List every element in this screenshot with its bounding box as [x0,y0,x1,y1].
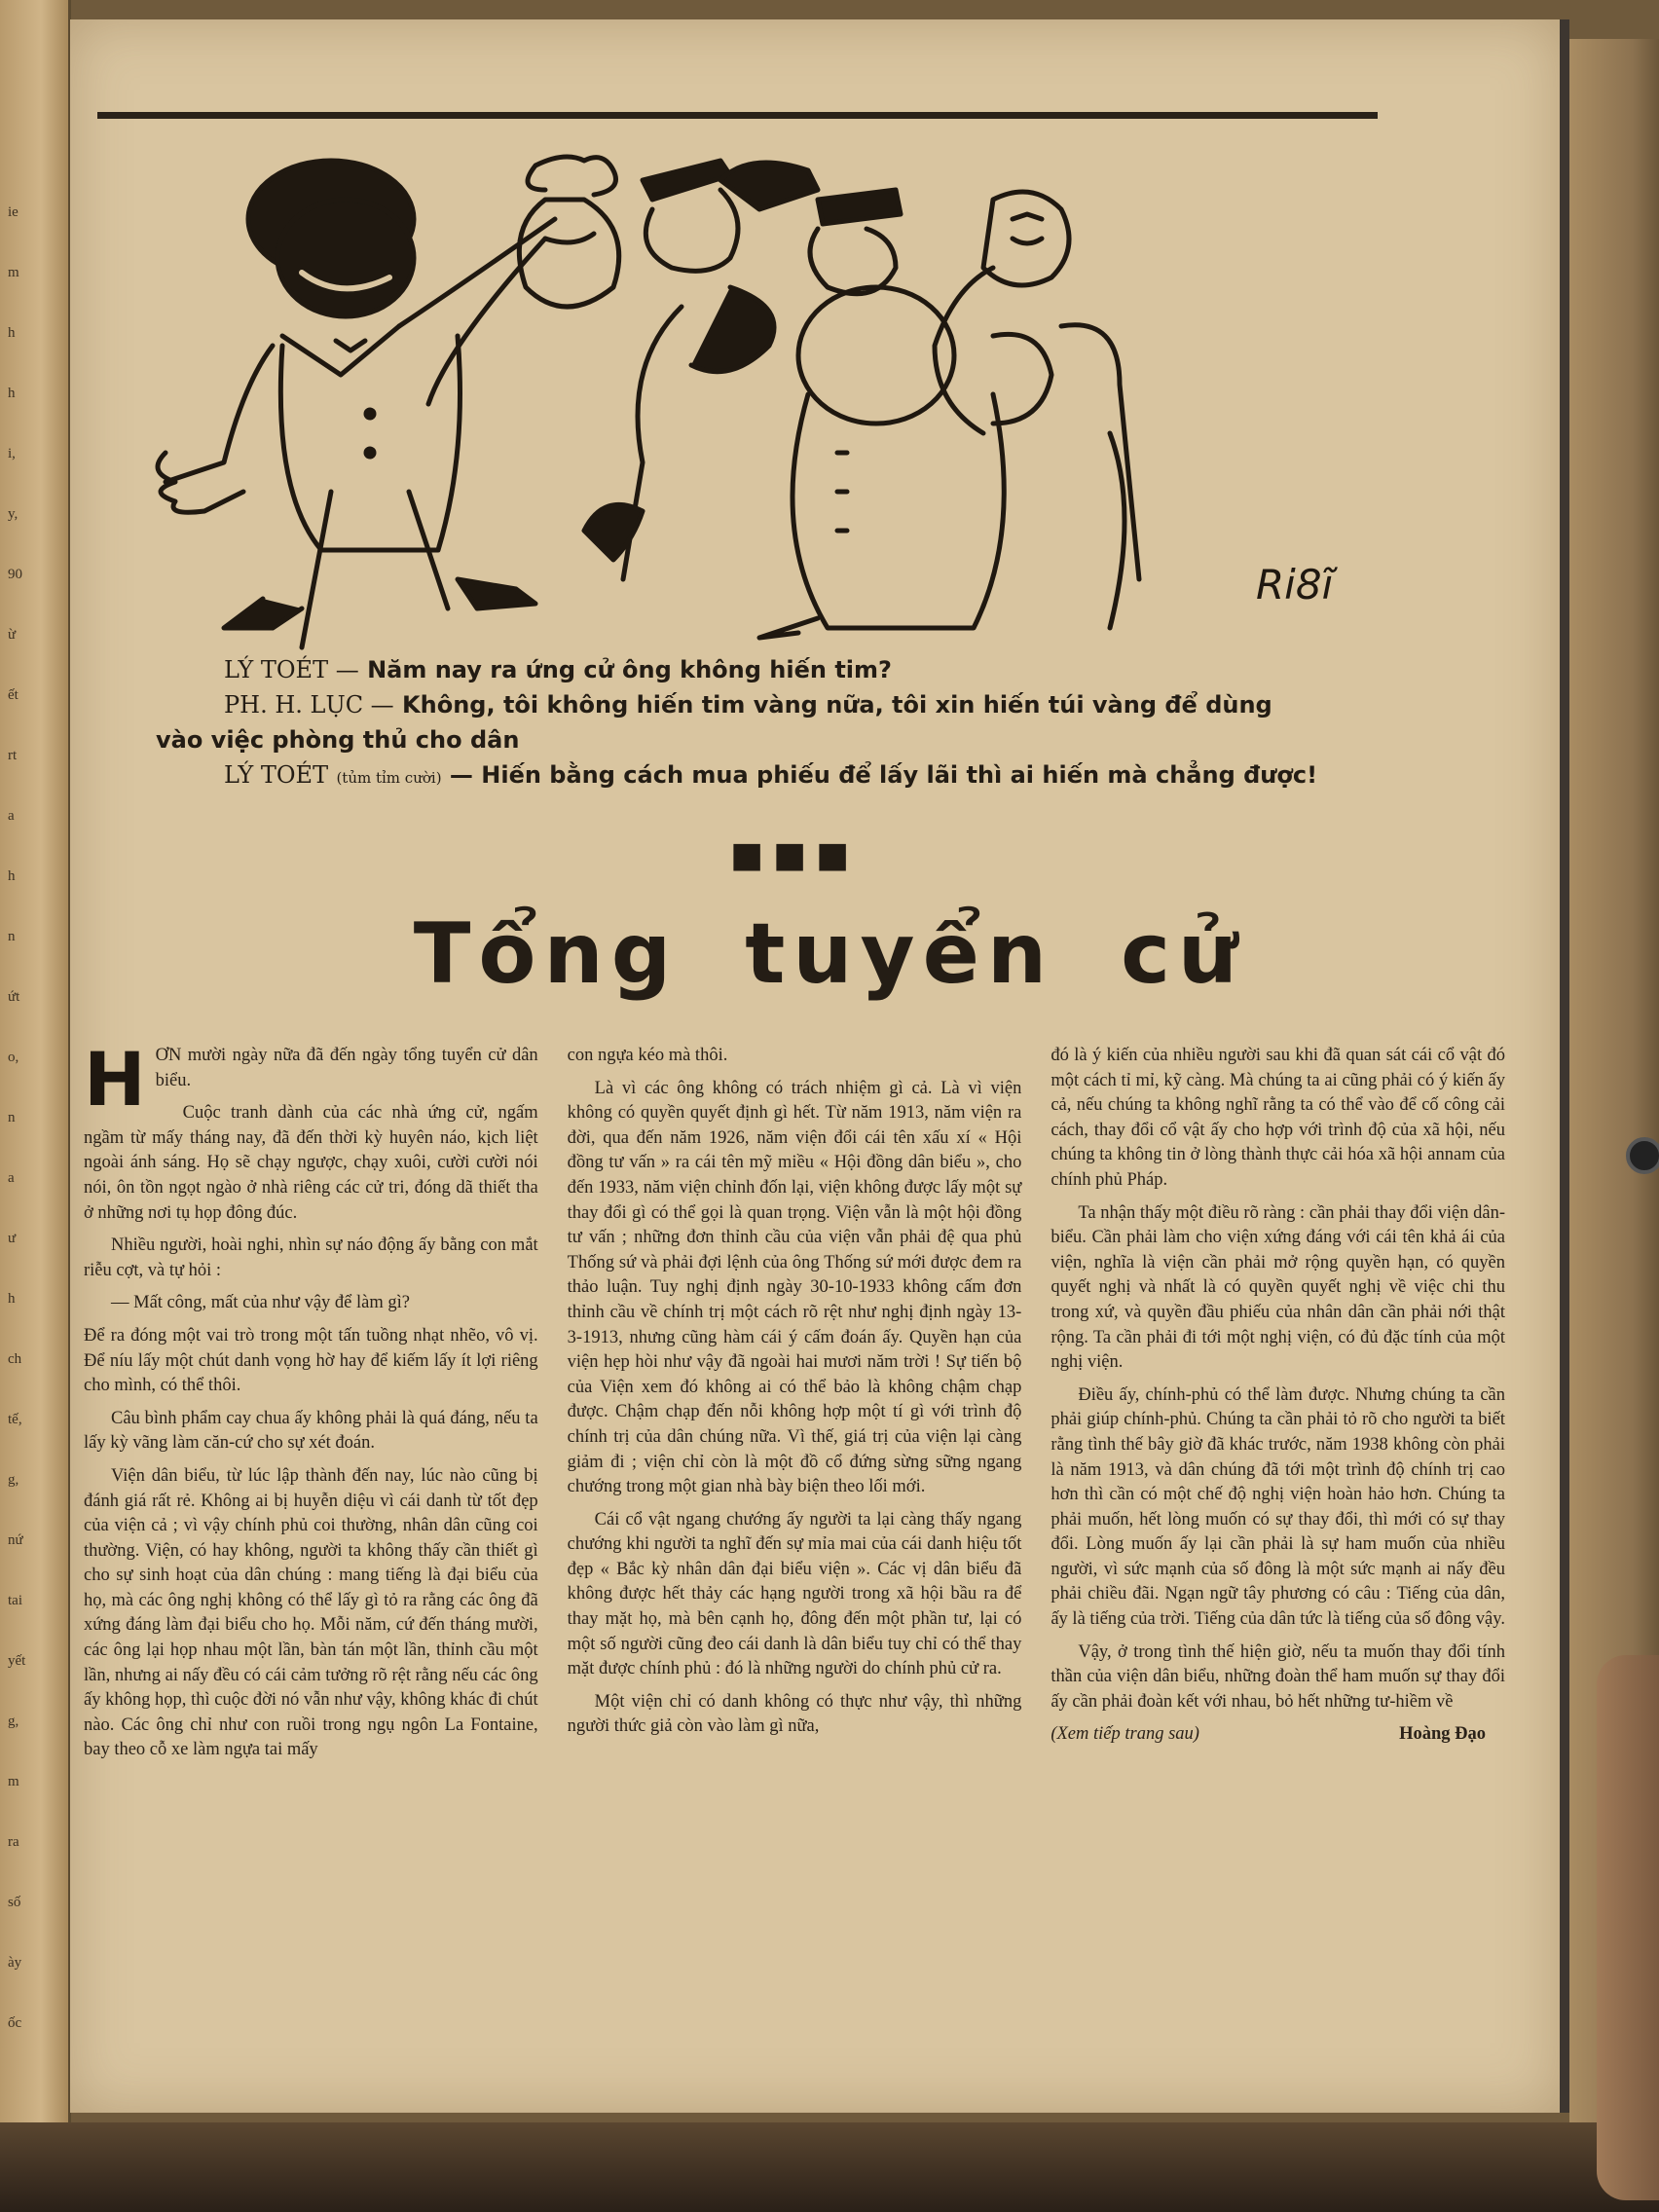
paragraph: Điều ấy, chính-phủ có thể làm được. Nhưng chúng ta cần phải giúp chính-phủ. Chúng ta cần phải tỏ rõ cho người ta biết rằng tình thế bây giờ đã khác trước, năm 1938 không còn phải là năm 1913, và dân chúng đã tới một trình độ chính trị cao hơn thì cần có một chế độ nghị viện hoàn hảo hơn. Chúng ta phải muốn, hết lòng muốn có sự thay đổi, thì mới có sự thay đổi. Lòng muốn ấy lại cần phải là sự ham muốn của nhiều người, vì sức mạnh của số đông là một sức mạnh ai nấy đều phải chiều đãi. Ngạn ngữ tây phương có câu : Tiếng của dân, ấy là tiếng của trời. Tiếng của dân tức là tiếng của số đông vậy. [1051,1384,1506,1630]
left-page-fragment: số [8,1895,21,1910]
cartoon-caption [88,652,1451,795]
continued-note: (Xem tiếp trang sau) [1051,1724,1199,1745]
caption-line-1 [224,652,1451,687]
cartoon-illustration [136,141,1431,657]
left-page-fragment: a [8,1170,15,1186]
artist-signature: Ri8ĩ [1256,561,1334,608]
article-signoff [1051,1722,1505,1748]
left-page-fragment: ốc [8,2015,22,2031]
left-page-fragment: tế, [8,1412,22,1427]
paragraph: đó là ý kiến của nhiều người sau khi đã quan sát cái cổ vật đó một cách tỉ mỉ, kỹ càng. Mà chúng ta ai cũng phải có ý kiến ấy cả, nếu chúng ta không nghĩ rằng ta có thể vào để cố công cải cách, thay đổi cổ vật ấy cho hợp với trình độ của xã hội, nếu chúng ta không tin ở lòng thành thực cải hóa xã hội annam của chính phủ Pháp. [1051,1046,1506,1190]
paragraph: Là vì các ông không có trách nhiệm gì cả. Là vì viện không có quyền quyết định gì hết. Từ năm 1913, năm viện ra đời, qua đến năm 1926, năm viện đổi cái tên xấu xí « Hội đồng tư vấn » ra cái tên mỹ miều « Hội đồng dân biểu », cho đến 1933, năm viện chỉnh đốn lại, viện không được lấy một sự thay đổi gì có thể gọi là quan trọng. Viện vẫn là một hội đồng tư vấn ; những đơn thỉnh cầu của viện vẫn phải đệ qua phủ Thống sứ và phải đợi lệnh của ông Thống sứ mới được đem ra thảo luận. Tuy nghị định ngày 30-10-1933 không cấm đơn thỉnh cầu về chính trị một cách rõ rệt như nghị định ngày 13-3-1913, nhưng cũng hàm cái ý cấm đoán ấy. Quyền hạn của viện hẹp hòi như vậy đã ngoài hai mươi năm trời ! Sự tiến bộ của Viện xem đó không ai có thể bảo là không chậm chạp được. Chậm chạp đến nỗi không hợp một tí gì với trình độ chính trị của dân chúng nữa. Vì thế, giá trị của viện lại càng giảm đi ; viện chỉ còn là một đồ cổ đứng sừng sững ngang chướng trong một gian nhà bày biện theo lối mới. [567,1078,1022,1497]
left-page-fragment: h [8,386,16,401]
paragraph: Cuộc tranh dành của các nhà ứng cử, ngấm ngầm từ mấy tháng nay, đã đến thời kỳ huyên náo, kịch liệt ngoài ánh sáng. Họ sẽ chạy ngược, chạy xuôi, cười cười nói nói, ôn tồn ngọt ngào ở nhà riêng các cử tri, đóng dã thiết tha ở những nơi tụ họp đông đúc. [84,1103,538,1223]
left-page-fragment: yết [8,1653,26,1669]
article-column-2 [568,1044,1022,2056]
left-page-fragment: ra [8,1834,19,1850]
caption-text-4: — Hiến bằng cách mua phiếu để lấy lãi thì ai hiến mà chẳng được! [449,761,1318,789]
caption-text-1: Năm nay ra ứng cử ông không hiến tim? [367,656,892,683]
ly-toet-figure [158,161,555,647]
left-page-fragment: tai [8,1593,22,1608]
left-page-fragment: m [8,265,19,280]
left-page-fragment: ừ [8,627,17,643]
paragraph: Nhiều người, hoài nghi, nhìn sự náo động ấy bằng con mắt riễu cợt, và tự hỏi : [84,1235,538,1280]
section-separator: ■■■ [730,835,860,875]
caption-speaker-2: PH. H. LỤC — [224,691,394,719]
article-column-1 [84,1036,538,2056]
left-page-fragment: rt [8,748,18,763]
paragraph: Để ra đóng một vai trò trong một tấn tuồng nhạt nhẽo, vô vị. Để níu lấy một chút danh vọng hờ hay để kiếm lấy ít lợi riêng cho mình, có thể thôi. [84,1325,538,1396]
page-headline: Tổng tuyển cử [413,905,1246,1003]
left-page-fragment: h [8,325,16,341]
left-page-fragment: ết [8,687,18,703]
left-page-fragment: g, [8,1472,19,1488]
thumb [1597,1655,1659,2200]
left-page-fragment: n [8,1110,16,1125]
left-page-fragment: n [8,929,16,944]
paragraph: Cái cổ vật ngang chướng ấy người ta lại càng thấy ngang chướng khi người ta nghĩ đến sự mỉa mai của cái danh hiệu tốt đẹp « Bắc kỳ nhân dân đại biểu viện ». Các vị dân biểu đã không được hết thảy các hạng người trong xã hội bầu ra để thay mặt họ, mà bên cạnh họ, đông đến một phần tư, lại có một số người cũng đeo cái danh là dân biểu tuy chỉ có thể thay mặt được chính phủ : đó là những người do chính phủ cử ra. [567,1509,1022,1679]
left-page-fragment: h [8,1291,16,1307]
caption-line-4 [224,757,1451,795]
bottom-shadow [0,2122,1659,2212]
caption-speaker-1: LÝ TOÉT — [224,656,359,683]
caption-text-3: vào việc phòng thủ cho dân [156,726,520,754]
left-page-fragment: o, [8,1050,19,1065]
paragraph: Ta nhận thấy một điều rõ ràng : cần phải thay đổi viện dân-biểu. Cần phải làm cho viện xứng đáng với cái tên khả ái của viện, nghĩa là viện cần phải mở rộng quyền hạn, có quyền quyết nghị và nhất là có quyền quyết nghị về việc chi thu trong xứ, và quyền đầu phiếu của nhân dân cần phải nới thật rộng. Ta cần phải đi tới một nghị viện, có đủ đặc tính của một nghị viện. [1051,1202,1506,1373]
left-page-fragment: ứt [8,989,20,1005]
paragraph: con ngựa kéo mà thôi. [567,1046,728,1065]
left-page-fragment: h [8,868,16,884]
drop-cap: H [84,1036,146,1123]
article-body [84,1036,1506,2056]
left-page-fragment: a [8,808,15,824]
paragraph: Viện dân biểu, từ lúc lập thành đến nay, lúc nào cũng bị đánh giá rất rẻ. Không ai bị huyễn diệu vì cái danh từ tốt đẹp của viện cả ; vì vậy chính phủ coi thường, nhân dân cũng coi thường. Viện, có hay không, người ta không thấy cần thiết gì cho sự sinh hoạt của dân chúng : mang tiếng là đại biểu của họ, mà các ông nghị không có thể lấy gì tỏ ra rằng các ông đã xứng đáng làm đại biểu cho họ. Mỗi năm, cứ đến tháng mười, các ông lại họp nhau một lần, bàn tán một lần, thỉnh cầu một lần, nhưng ai nấy đều có cái cảm tưởng rõ rệt rằng nếu các ông ấy không họp, thì cuộc đời nó vẫn như vậy, không khác đi chút nào. Các ông chỉ như con ruồi trong ngụ ngôn La Fontaine, bay theo cỗ xe làm ngựa tai mấy [84,1465,538,1760]
crowd-figures [584,161,1139,638]
caption-text-2: Không, tôi không hiến tim vàng nữa, tôi xin hiến túi vàng để dùng [402,691,1272,719]
left-page-fragment: 90 [8,567,22,582]
paragraph-text: ƠN mười ngày nữa đã đến ngày tổng tuyển cử dân biểu. [155,1046,538,1090]
paragraph: Một viện chỉ có danh không có thực như vậy, thì những người thức giả còn vào làm gì nữa, [567,1691,1022,1737]
caption-aside-4: (tủm tỉm cười) [336,769,442,787]
caption-line-3 [156,722,1451,757]
paragraph: — Mất công, mất của như vậy để làm gì? [111,1293,410,1313]
caption-speaker-4: LÝ TOÉT [224,761,329,789]
binder-knob [1626,1137,1659,1174]
left-page-fragment: i, [8,446,16,461]
top-rule [97,112,1378,119]
article-column-3 [1051,1044,1505,2056]
left-page-fragment: ch [8,1351,22,1367]
left-page-fragment: m [8,1774,19,1789]
author-name: Hoàng Đạo [1399,1724,1487,1745]
left-page-fragment: g, [8,1714,19,1729]
left-page-fragment: ày [8,1955,22,1971]
left-page-fragment: y, [8,506,18,522]
paragraph: Câu bình phẩm cay chua ấy không phải là quá đáng, nếu ta lấy kỳ vãng làm căn-cứ cho sự xét đoán. [84,1408,538,1454]
left-page-fragment: ư [8,1231,17,1246]
caption-line-2 [224,687,1451,722]
paragraph: Vậy, ở trong tình thế hiện giờ, nếu ta muốn thay đổi tính thần của viện dân biểu, những đoàn thể ham muốn sự thay đổi ấy cần phải đoàn kết với nhau, bỏ hết những tư-hiềm về [1051,1641,1506,1712]
paragraph [84,1036,538,1123]
left-page-fragment: nứ [8,1532,23,1548]
left-page-fragment: ie [8,204,18,220]
left-page-edge [0,0,71,2212]
